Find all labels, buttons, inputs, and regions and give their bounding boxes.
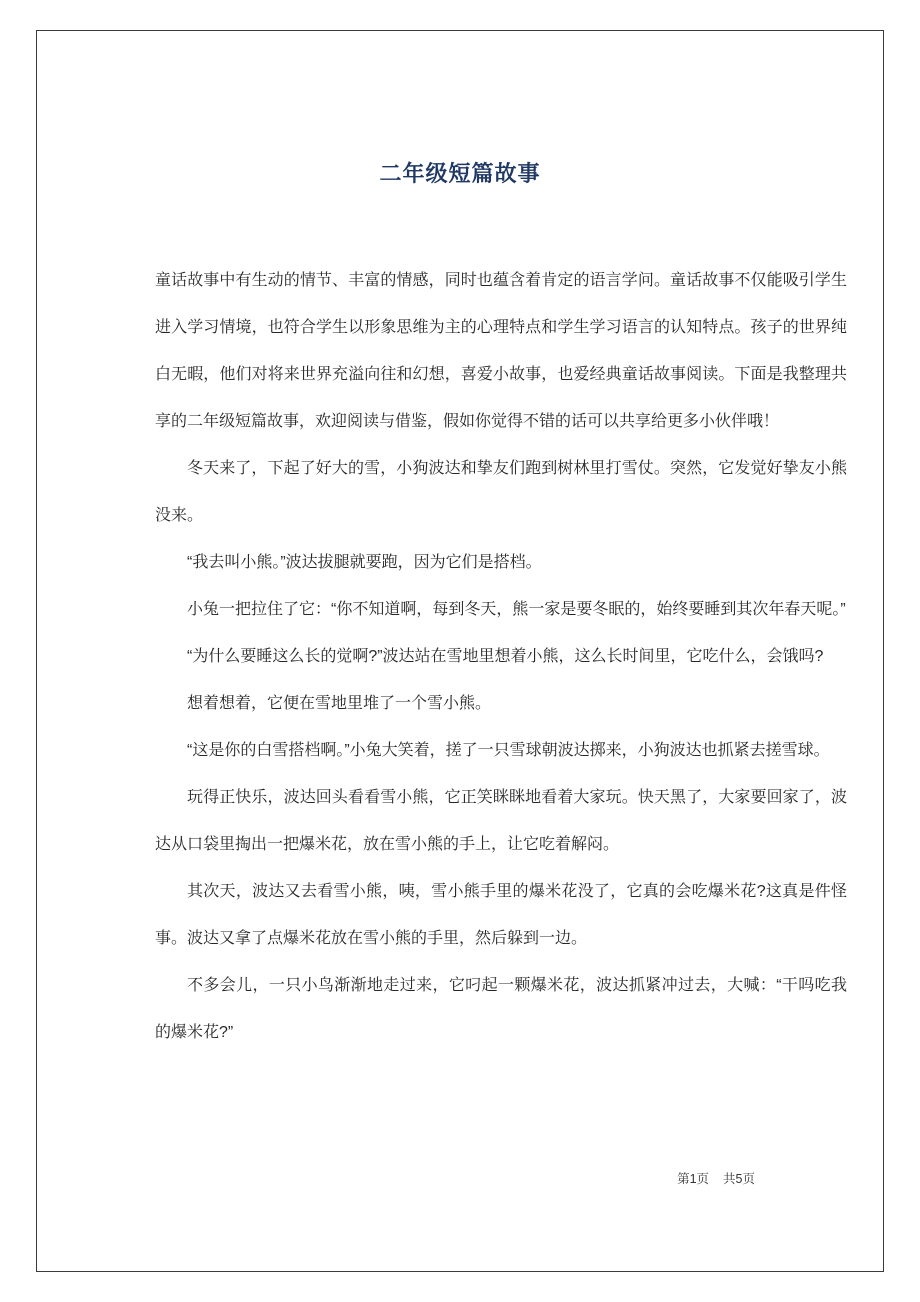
paragraph: “这是你的白雪搭档啊。”小兔大笑着，搓了一只雪球朝波达掷来，小狗波达也抓紧去搓雪球。 bbox=[187, 742, 830, 759]
footer-page-number: 第1页 bbox=[677, 1172, 710, 1186]
footer-total-pages: 共5页 bbox=[723, 1172, 755, 1186]
paragraph: 小兔一把拉住了它：“你不知道啊，每到冬天，熊一家是要冬眠的，始终要睡到其次年春天呢。” bbox=[187, 601, 846, 618]
paragraph: 不多会儿，一只小鸟渐渐地走过来，它叼起一颗爆米花，波达抓紧冲过去，大喊：“干吗吃我的爆米花?” bbox=[155, 977, 847, 1041]
page-footer bbox=[677, 1169, 755, 1187]
paragraph: “我去叫小熊。”波达拔腿就要跑，因为它们是搭档。 bbox=[187, 554, 542, 571]
paragraph: 冬天来了，下起了好大的雪，小狗波达和挚友们跑到树林里打雪仗。突然，它发觉好挚友小熊没来。 bbox=[155, 460, 847, 524]
paragraph: 其次天，波达又去看雪小熊，咦，雪小熊手里的爆米花没了，它真的会吃爆米花?这真是件怪事。波达又拿了点爆米花放在雪小熊的手里，然后躲到一边。 bbox=[155, 883, 847, 947]
paragraph: “为什么要睡这么长的觉啊?”波达站在雪地里想着小熊，这么长时间里，它吃什么，会饿吗? bbox=[187, 648, 824, 665]
paragraph: 玩得正快乐，波达回头看看雪小熊，它正笑眯眯地看着大家玩。快天黑了，大家要回家了，波达从口袋里掏出一把爆米花，放在雪小熊的手上，让它吃着解闷。 bbox=[155, 789, 847, 853]
paragraphs bbox=[155, 257, 847, 1056]
paragraph: 想着想着，它便在雪地里堆了一个雪小熊。 bbox=[187, 695, 492, 712]
paragraph: 童话故事中有生动的情节、丰富的情感，同时也蕴含着肯定的语言学问。童话故事不仅能吸引学生进入学习情境，也符合学生以形象思维为主的心理特点和学生学习语言的认知特点。孩子的世界纯白无暇，他们对将来世界充溢向往和幻想，喜爱小故事，也爱经典童话故事阅读。下面是我整理共享的二年级短篇故事，欢迎阅读与借鉴，假如你觉得不错的话可以共享给更多小伙伴哦！ bbox=[155, 272, 847, 430]
page-title: 二年级短篇故事 bbox=[379, 161, 541, 186]
page-border bbox=[36, 30, 884, 1272]
